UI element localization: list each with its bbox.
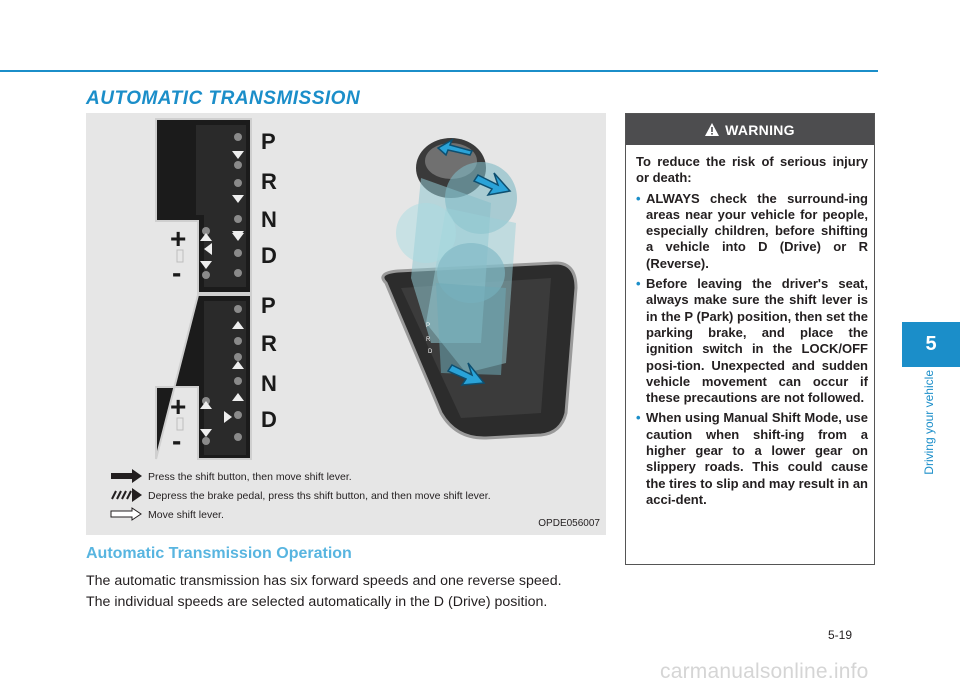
gate-upper-letter-r: R — [261, 169, 277, 194]
solid-arrow-icon — [108, 469, 144, 483]
warning-item-text: ALWAYS check the surround-ing areas near your vehicle for people, especially children, before shifting a vehicle into D (Drive) or R (Reverse). — [646, 190, 868, 271]
section-title: AUTOMATIC TRANSMISSION — [86, 88, 361, 109]
chapter-name-text: Driving your vehicle — [922, 370, 936, 475]
legend-item — [108, 469, 578, 487]
bullet-icon: • — [636, 410, 641, 426]
legend-item — [108, 488, 578, 506]
article-paragraph: The individual speeds are selected automatically in the D (Drive) position. — [86, 594, 548, 610]
top-rule — [0, 70, 878, 72]
legend-text: Press the shift button, then move shift lever. — [148, 471, 352, 483]
gate-upper-minus: - — [172, 257, 182, 288]
legend-item — [108, 507, 578, 525]
gate-lower-letter-n: N — [261, 371, 277, 396]
article-heading: Automatic Transmission Operation — [86, 545, 352, 562]
shift-gate-lower — [156, 295, 251, 459]
bullet-icon: • — [636, 190, 641, 206]
warning-item — [636, 410, 868, 508]
gate-upper-plus: + — [170, 223, 187, 254]
warning-box — [625, 113, 875, 565]
chapter-tab: 5 — [902, 322, 960, 367]
legend-text: Depress the brake pedal, press ths shift button, and then move shift lever. — [148, 490, 491, 502]
watermark: carmanualsonline.info — [660, 660, 869, 683]
gate-lower-minus: - — [172, 425, 182, 456]
svg-text:R: R — [426, 337, 431, 343]
gate-upper-letter-d: D — [261, 243, 277, 268]
gate-lower-letter-d: D — [261, 407, 277, 432]
legend-text: Move shift lever. — [148, 509, 224, 521]
hatched-arrow-icon — [108, 488, 144, 502]
figure-code: OPDE056007 — [538, 518, 600, 529]
warning-header — [626, 114, 874, 145]
warning-triangle-icon — [705, 123, 719, 136]
warning-title: WARNING — [725, 121, 795, 138]
gate-lower-plus: + — [170, 391, 187, 422]
warning-intro: To reduce the risk of serious injury or death: — [636, 154, 868, 186]
warning-item — [636, 276, 868, 406]
shift-illustration — [86, 113, 606, 463]
gate-upper-letter-n: N — [261, 207, 277, 232]
warning-body — [636, 154, 868, 512]
article-paragraph: The automatic transmission has six forward speeds and one reverse speed. — [86, 573, 562, 589]
gate-lower-letter-p: P — [261, 293, 276, 318]
gate-upper-letter-p: P — [261, 129, 276, 154]
figure-legend — [108, 469, 578, 526]
gate-lower-letter-r: R — [261, 331, 277, 356]
warning-item — [636, 191, 868, 272]
article-body — [86, 571, 616, 613]
warning-list — [636, 191, 868, 509]
outline-arrow-icon — [108, 507, 144, 521]
shift-pattern-figure — [86, 113, 606, 535]
svg-text:P: P — [426, 323, 431, 329]
warning-item-text: Before leaving the driver's seat, always make sure the shift lever is in the P (Park) position, then set the parking brake, and place the ignition switch in the LOCK/OFF posi-tion. Unexpected and sudden vehicle movement can occur if these precautions are not followed. — [646, 276, 868, 406]
warning-item-text: When using Manual Shift Mode, use caution when shift-ing from a higher gear to a lower gear on slippery roads. This could cause the tires to slip and may result in an acci-dent. — [646, 410, 868, 507]
svg-text:D: D — [428, 349, 433, 355]
shift-gate-upper — [156, 119, 251, 293]
page-number: 5-19 — [828, 628, 853, 642]
bullet-icon: • — [636, 276, 641, 292]
